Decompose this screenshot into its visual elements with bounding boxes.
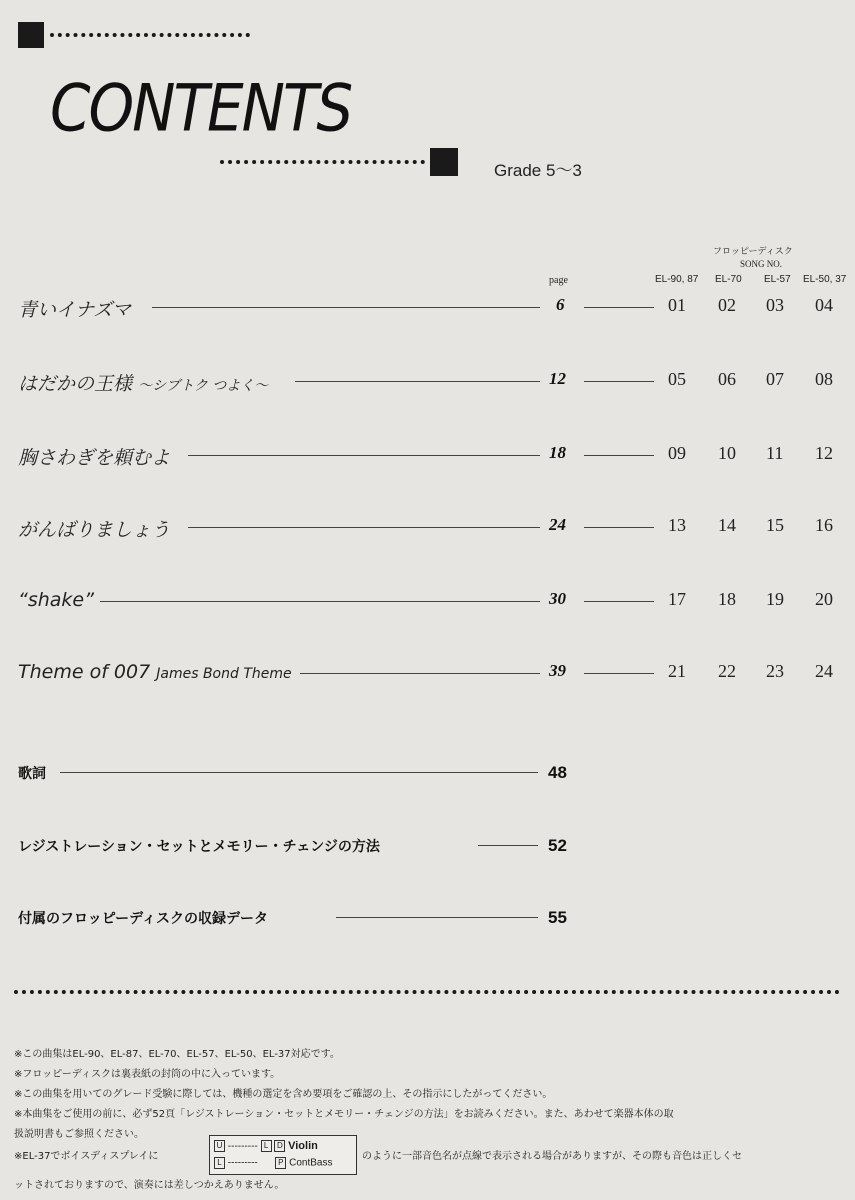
song-number-el90: 17 (668, 589, 686, 609)
leader-line (336, 917, 538, 918)
song-title: 青いイナズマ (18, 299, 131, 321)
dashes: --------- (227, 1157, 258, 1169)
header-square-top (18, 22, 44, 48)
song-number-el70: 18 (718, 589, 736, 609)
extra-row-floppy-data[interactable] (18, 908, 855, 932)
note-line: ※フロッピーディスクは裏表紙の封筒の中に入っています。 (14, 1069, 281, 1080)
divider-dotted-line (14, 990, 840, 994)
page-title: CONTENTS (50, 70, 352, 147)
extra-label: 付属のフロッピーディスクの収録データ (18, 911, 269, 927)
note-line: ※この曲集はEL-90、EL-87、EL-70、EL-57、EL-50、EL-37対応です。 (14, 1049, 340, 1060)
leader-line (188, 455, 540, 456)
song-number-el50: 24 (815, 661, 833, 681)
note-line: ※本曲集をご使用の前に、必ず52頁「レジストレーション・セットとメモリー・チェンジの方法」をお読みください。また、あわせて楽器本体の取 (14, 1109, 674, 1120)
page-number: 12 (549, 369, 566, 388)
voice-name: ContBass (289, 1157, 333, 1169)
extra-row-lyrics[interactable] (18, 763, 855, 787)
notes (14, 1045, 674, 1145)
header-dotted-line-top (50, 33, 250, 37)
song-row[interactable] (0, 589, 855, 619)
page-number: 24 (549, 515, 566, 534)
song-number-el70: 10 (718, 443, 736, 463)
song-number-el57: 11 (766, 443, 784, 463)
key-l-icon: L (261, 1140, 272, 1152)
extra-label: 歌詞 (18, 766, 46, 782)
leader-line (584, 381, 654, 382)
song-number-el57: 03 (766, 295, 784, 315)
song-number-el57: 23 (766, 661, 784, 681)
key-l-icon: L (214, 1157, 225, 1169)
display-note-after: のように一部音色名が点線で表示される場合がありますが、その際も音色は正しくセ (362, 1151, 742, 1162)
floppy-disk-label: フロッピーディスク (713, 246, 793, 256)
model-label-el90: EL-90, 87 (655, 274, 699, 285)
song-subtitle: James Bond Theme (156, 666, 292, 682)
song-subtitle: ～シブトク つよく～ (138, 378, 269, 394)
dashes: --------- (227, 1141, 258, 1152)
leader-line (584, 455, 654, 456)
song-row[interactable] (0, 295, 855, 325)
page-number: 55 (548, 908, 567, 927)
extra-row-registration[interactable] (18, 836, 855, 860)
song-title-main: Theme of 007 (18, 661, 151, 683)
header-dotted-line-bottom (220, 160, 425, 164)
song-number-el90: 05 (668, 369, 686, 389)
header-square-bottom (430, 148, 458, 176)
song-number-el57: 07 (766, 369, 784, 389)
leader-line (100, 601, 540, 602)
song-number-el90: 09 (668, 443, 686, 463)
song-row[interactable] (0, 515, 855, 545)
note-line: 扱説明書もご参照ください。 (14, 1129, 144, 1140)
song-number-el50: 16 (815, 515, 833, 535)
voice-display-box (209, 1135, 357, 1175)
song-title (18, 369, 268, 396)
song-number-el90: 13 (668, 515, 686, 535)
page-column-label: page (549, 275, 568, 286)
leader-line (188, 527, 540, 528)
model-label-el70: EL-70 (715, 274, 742, 285)
leader-line (295, 381, 540, 382)
key-p-icon: P (275, 1157, 286, 1169)
model-label-el57: EL-57 (764, 274, 791, 285)
song-row[interactable] (0, 661, 855, 691)
song-no-label: SONG NO. (740, 259, 783, 269)
leader-line (60, 772, 538, 773)
leader-line (152, 307, 540, 308)
leader-line (478, 845, 538, 846)
model-label-el50: EL-50, 37 (803, 274, 847, 285)
song-number-el57: 19 (766, 589, 784, 609)
page-number: 6 (556, 295, 565, 314)
page-number: 18 (549, 443, 566, 462)
song-title: がんばりましょう (18, 519, 171, 541)
extra-label: レジストレーション・セットとメモリー・チェンジの方法 (18, 839, 380, 855)
key-d-icon: D (274, 1140, 285, 1152)
leader-line (584, 527, 654, 528)
song-title-main: はだかの王様 (18, 373, 133, 395)
song-number-el90: 01 (668, 295, 686, 315)
song-number-el50: 12 (815, 443, 833, 463)
song-number-el50: 08 (815, 369, 833, 389)
note-line: ※この曲集を用いてのグレード受験に際しては、機種の選定を含め要項をご確認の上、その指示にしたがってください。 (14, 1089, 553, 1100)
song-title (18, 661, 292, 683)
song-number-el70: 06 (718, 369, 736, 389)
voice-name: Violin (288, 1140, 318, 1152)
leader-line (300, 673, 540, 674)
song-number-el70: 14 (718, 515, 736, 535)
page-number: 52 (548, 836, 567, 855)
display-note-before: ※EL-37でボイスディスプレイに (14, 1151, 159, 1162)
leader-line (584, 673, 654, 674)
page-number: 30 (549, 589, 566, 608)
song-title: 胸さわぎを頼むよ (18, 447, 171, 469)
leader-line (584, 307, 654, 308)
song-title: “shake” (18, 589, 94, 611)
song-number-el50: 04 (815, 295, 833, 315)
song-row[interactable] (0, 443, 855, 473)
page-number: 39 (549, 661, 566, 680)
display-note-line2: ットされておりますので、演奏には差しつかえありません。 (14, 1180, 285, 1191)
song-number-el70: 22 (718, 661, 736, 681)
grade-label: Grade 5～3 (494, 161, 582, 180)
song-number-el90: 21 (668, 661, 686, 681)
song-number-el57: 15 (766, 515, 784, 535)
song-row[interactable] (0, 369, 855, 399)
song-number-el70: 02 (718, 295, 736, 315)
key-u-icon: U (214, 1140, 225, 1152)
page-number: 48 (548, 763, 567, 782)
leader-line (584, 601, 654, 602)
song-number-el50: 20 (815, 589, 833, 609)
